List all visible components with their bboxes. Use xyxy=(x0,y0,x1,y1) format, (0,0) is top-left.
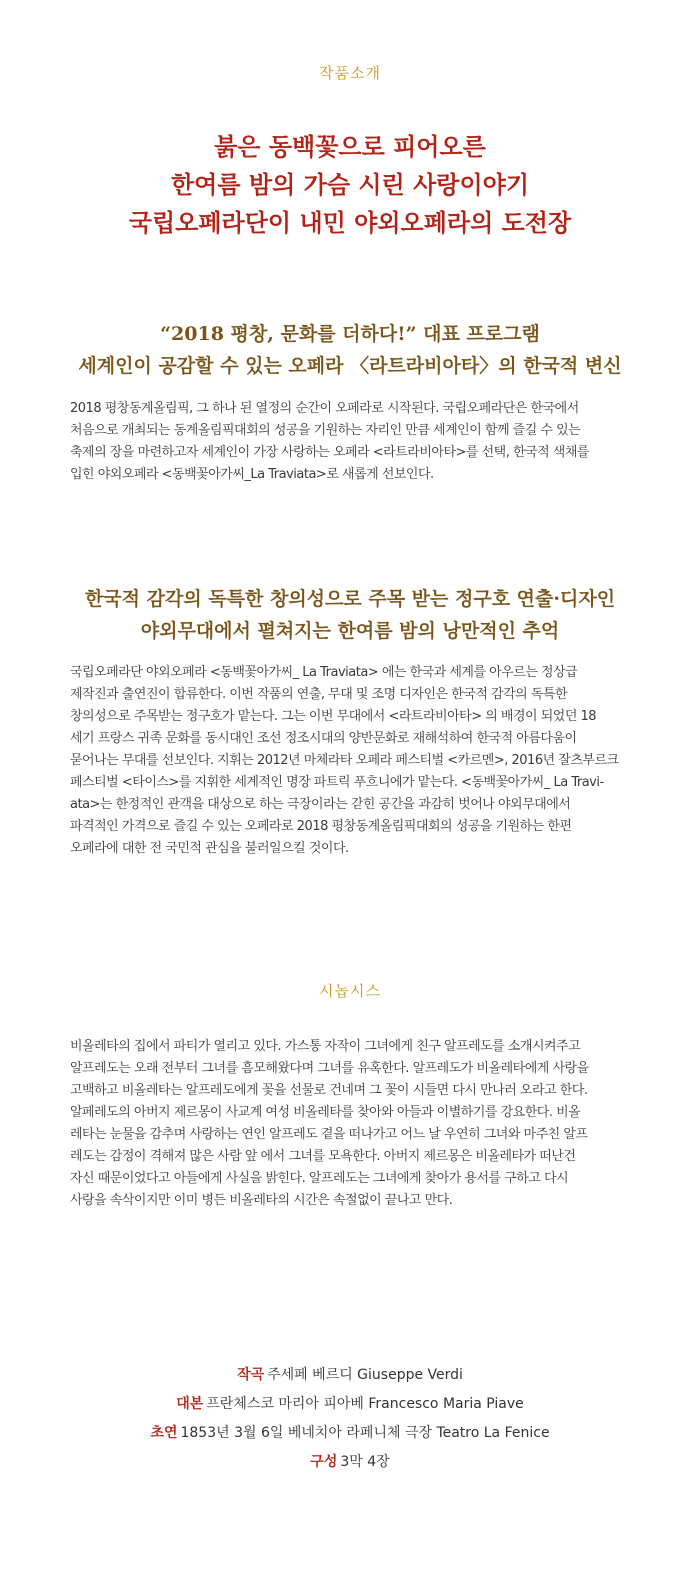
section2-heading xyxy=(0,583,700,647)
section2-line: 오페라에 대한 전 국민적 관심을 불러일으킬 것이다. xyxy=(70,841,349,856)
hero-line-2: 한여름 밤의 가슴 시린 사랑이야기 xyxy=(171,170,529,199)
credit-label: 작곡 xyxy=(237,1367,265,1383)
section2-line: 세기 프랑스 귀족 문화를 동시대인 조선 정조시대의 양반문화로 재해석하여 한국적 아름다움이 xyxy=(70,731,577,746)
section2-paragraph xyxy=(70,662,636,860)
hero-title xyxy=(0,128,700,242)
synopsis-line: 알페레도의 아버지 제르몽이 사교계 여성 비올레타를 찾아와 아들과 이별하기를 강요한다. 비올 xyxy=(70,1105,581,1120)
credit-value: 1853년 3월 6일 베네치아 라페니체 극장 Teatro La Fenice xyxy=(180,1425,550,1441)
credit-structure xyxy=(0,1448,700,1477)
credits xyxy=(0,1361,700,1477)
synopsis-line: 레도는 감정이 격해져 많은 사람 앞 에서 그녀를 모욕한다. 아버지 제르몽은 비올레타가 떠난건 xyxy=(70,1149,576,1164)
section2-line: 묻어나는 무대를 선보인다. 지휘는 2012년 마체라타 오페라 페스티벌 <카르멘>, 2016년 잘츠부르크 xyxy=(70,753,619,768)
credit-value: 프란체스코 마리아 피아베 Francesco Maria Piave xyxy=(206,1396,524,1412)
hero-line-1: 붉은 동백꽃으로 피어오른 xyxy=(214,132,486,161)
section1-heading-line-2: 세계인이 공감할 수 있는 오페라 〈라트라비아타〉의 한국적 변신 xyxy=(78,355,622,377)
section2-heading-line-2: 야외무대에서 펼쳐지는 한여름 밤의 낭만적인 추억 xyxy=(140,620,560,642)
synopsis-line: 자신 때문이었다고 아들에게 사실을 밝힌다. 알프레도는 그녀에게 찾아가 용서를 구하고 다시 xyxy=(70,1171,569,1186)
synopsis-line: 알프레도는 오래 전부터 그녀를 흠모해왔다며 그녀를 유혹한다. 알프레도가 비올레타에게 사랑을 xyxy=(70,1061,589,1076)
credit-libretto xyxy=(0,1390,700,1419)
section2-line: 제작진과 출연진이 합류한다. 이번 작품의 연출, 무대 및 조명 디자인은 한국적 감각의 독특한 xyxy=(70,687,567,702)
section1-line: 입힌 야외오페라 <동백꽃아가씨_La Traviata>로 새롭게 선보인다. xyxy=(70,467,434,482)
synopsis-line: 사랑을 속삭이지만 이미 병든 비올레타의 시간은 속절없이 끝나고 만다. xyxy=(70,1193,453,1208)
section1-heading xyxy=(0,318,700,382)
synopsis-paragraph xyxy=(70,1036,636,1212)
credit-value: 3막 4장 xyxy=(340,1454,390,1470)
credit-composer xyxy=(0,1361,700,1390)
section1-line: 축제의 장을 마련하고자 세계인이 가장 사랑하는 오페라 <라트라비아타>를 선택, 한국적 색채를 xyxy=(70,445,589,460)
credit-label: 구성 xyxy=(310,1454,338,1470)
section2-heading-line-1: 한국적 감각의 독특한 창의성으로 주목 받는 정구호 연출·디자인 xyxy=(84,588,616,610)
credit-value: 주세페 베르디 Giuseppe Verdi xyxy=(267,1367,463,1383)
synopsis-line: 레타는 눈물을 감추며 사랑하는 연인 알프레도 곁을 떠나가고 어느 날 우연히 그녀와 마주친 알프 xyxy=(70,1127,588,1142)
section1-heading-line-1: “2018 평창, 문화를 더하다!” 대표 프로그램 xyxy=(160,323,540,345)
section1-line: 2018 평창동계올림픽, 그 하나 된 열정의 순간이 오페라로 시작된다. 국립오페라단은 한국에서 xyxy=(70,401,579,416)
section2-line: 파격적인 가격으로 즐길 수 있는 오페라로 2018 평창동계올림픽대회의 성공을 기원하는 한편 xyxy=(70,819,572,834)
credit-label: 초연 xyxy=(150,1425,178,1441)
section1-line: 처음으로 개최되는 동계올림픽대회의 성공을 기원하는 자리인 만큼 세계인이 함께 즐길 수 있는 xyxy=(70,423,581,438)
credit-label: 대본 xyxy=(176,1396,204,1412)
section2-line: 페스티벌 <타이스>를 지휘한 세계적인 명장 파트릭 푸흐니에가 맡는다. <동백꽃아가씨_ La Travi- xyxy=(70,775,604,790)
credit-premiere xyxy=(0,1419,700,1448)
synopsis-line: 고백하고 비올레타는 알프레도에게 꽃을 선물로 건네며 그 꽃이 시들면 다시 만나러 오라고 한다. xyxy=(70,1083,588,1098)
section2-line: 국립오페라단 야외오페라 <동백꽃아가씨_ La Traviata> 에는 한국과 세계를 아우르는 정상급 xyxy=(70,665,578,680)
hero-line-3: 국립오페라단이 내민 야외오페라의 도전장 xyxy=(128,208,572,237)
section2-line: ata>는 한정적인 관객을 대상으로 하는 극장이라는 갇힌 공간을 과감히 벗어나 야외무대에서 xyxy=(70,797,571,812)
synopsis-label: 시놉시스 xyxy=(319,982,381,1000)
synopsis-line: 비올레타의 집에서 파티가 열리고 있다. 가스통 자작이 그녀에게 친구 알프레도를 소개시켜주고 xyxy=(70,1039,581,1054)
section2-line: 창의성으로 주목받는 정구호가 맡는다. 그는 이번 무대에서 <라트라비아타> 의 배경이 되었던 18 xyxy=(70,709,597,724)
intro-label: 작품소개 xyxy=(319,64,381,82)
section1-paragraph xyxy=(70,398,636,486)
